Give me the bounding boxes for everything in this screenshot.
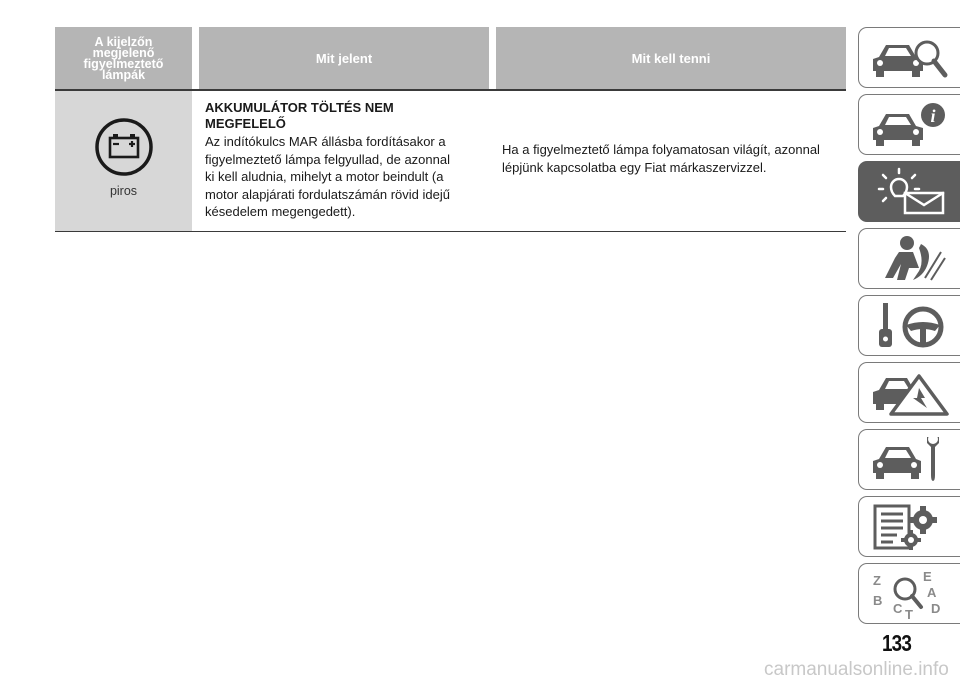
tab-maintenance[interactable] <box>858 429 960 490</box>
meaning-cell <box>192 91 489 231</box>
page-number: 133 <box>882 630 912 656</box>
header-meaning: Mit jelent <box>199 27 489 89</box>
lamp-cell <box>55 91 192 231</box>
car-maintenance-icon <box>869 435 949 485</box>
table-row <box>55 91 846 232</box>
watermark: carmanualsonline.info <box>764 659 949 680</box>
car-info-icon <box>869 100 949 150</box>
tab-car-search[interactable] <box>858 27 960 88</box>
tab-safety[interactable] <box>858 228 960 289</box>
todo-cell: Ha a figyelmeztető lámpa folyamatosan világít, azonnal lépjünk kapcsolatba egy Fiat márkaszervizzel. <box>502 142 820 175</box>
tab-car-info[interactable] <box>858 94 960 155</box>
index-letter-z: Z <box>873 573 881 588</box>
alphabetical-index-icon <box>869 569 949 619</box>
lamp-color-label: piros <box>109 184 138 198</box>
key-steering-wheel-icon <box>869 301 949 351</box>
tab-warning-lights[interactable] <box>858 161 960 222</box>
tab-technical-data[interactable] <box>858 496 960 557</box>
seat-airbag-icon <box>869 234 949 284</box>
svg-text:i: i <box>930 106 936 126</box>
specifications-gear-icon <box>869 502 949 552</box>
index-letter-e: E <box>923 569 932 584</box>
header-lamps: A kijelzőn megjelenő figyelmeztető lámpák <box>55 27 192 89</box>
table-header-row <box>55 27 846 89</box>
index-letter-a: A <box>927 585 937 600</box>
car-search-icon <box>869 33 949 83</box>
tab-starting-driving[interactable] <box>858 295 960 356</box>
index-letter-d: D <box>931 601 941 616</box>
index-letter-c: C <box>893 601 903 616</box>
tab-index[interactable] <box>858 563 960 624</box>
car-crash-warning-icon <box>869 368 949 418</box>
index-letter-t: T <box>905 607 913 619</box>
tab-emergency[interactable] <box>858 362 960 423</box>
warning-lamp-table <box>55 27 846 232</box>
header-todo: Mit kell tenni <box>496 27 846 89</box>
warning-light-message-icon <box>869 167 949 217</box>
meaning-text: Az indítókulcs MAR állásba fordításakor a figyelmeztető lámpa felgyullad, de azonnal ki kell aludnia, mihelyt a motor beindult (a motor alapjárati fordulatszámán rövid idejű késedelem megengedett). <box>205 134 450 220</box>
battery-charge-warning-icon <box>94 117 154 177</box>
meaning-title: AKKUMULÁTOR TÖLTÉS NEM MEGFELELŐ <box>205 100 394 131</box>
index-letter-b: B <box>873 593 883 608</box>
